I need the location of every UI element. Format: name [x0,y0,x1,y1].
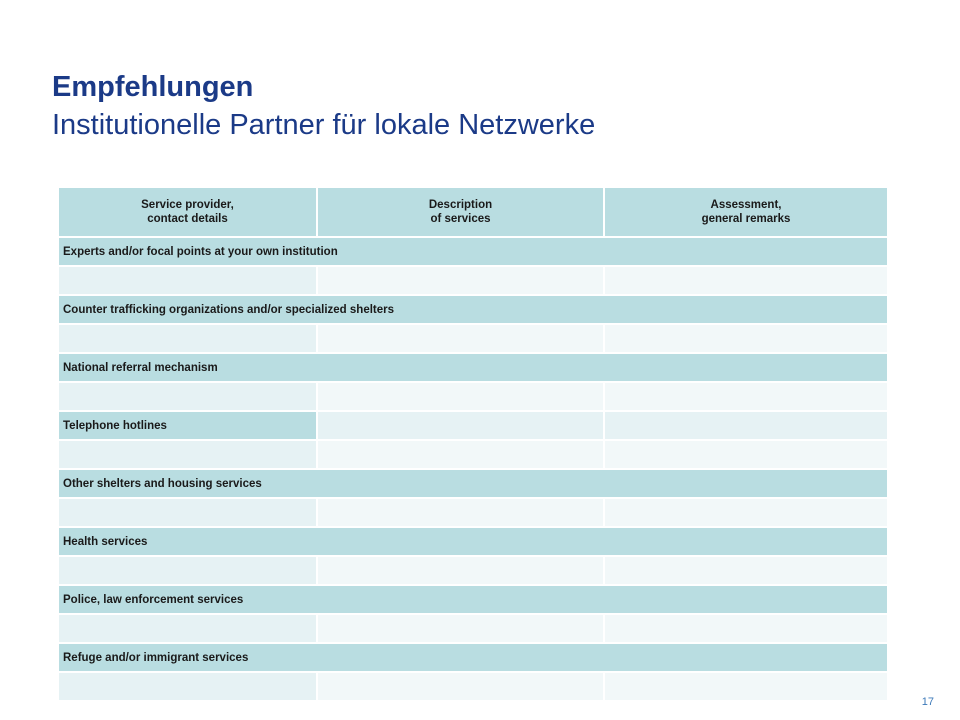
cell-service-provider[interactable] [58,556,317,585]
section-label: Other shelters and housing services [58,469,888,498]
cell-description[interactable] [317,324,604,353]
cell-service-provider[interactable] [58,440,317,469]
cell-assessment[interactable] [604,411,888,440]
cell-assessment[interactable] [604,556,888,585]
slide-title: Empfehlungen [52,71,254,103]
entry-row [58,382,888,411]
entry-row [58,266,888,295]
cell-service-provider[interactable] [58,614,317,643]
section-row [58,295,888,324]
table-header-row [58,187,888,237]
section-row [58,469,888,498]
section-row [58,353,888,382]
entry-row [58,556,888,585]
cell-service-provider[interactable] [58,498,317,527]
entry-row [58,440,888,469]
section-row [58,237,888,266]
cell-assessment[interactable] [604,614,888,643]
section-row [58,643,888,672]
partner-table [57,186,889,702]
cell-assessment[interactable] [604,498,888,527]
cell-description[interactable] [317,411,604,440]
cell-description[interactable] [317,440,604,469]
section-row [58,585,888,614]
section-label: Refuge and/or immigrant services [58,643,888,672]
header-description-line1: Description [428,199,493,211]
header-assessment [604,187,888,237]
section-label: Counter trafficking organizations and/or specialized shelters [58,295,888,324]
section-row [58,411,888,440]
cell-assessment[interactable] [604,382,888,411]
cell-service-provider[interactable] [58,382,317,411]
entry-row [58,672,888,701]
header-service-provider-line2: contact details [147,213,228,225]
cell-assessment[interactable] [604,440,888,469]
entry-row [58,498,888,527]
slide-subtitle: Institutionelle Partner für lokale Netzwerke [52,109,596,141]
section-label: Telephone hotlines [58,411,317,440]
entry-row [58,614,888,643]
cell-description[interactable] [317,266,604,295]
cell-service-provider[interactable] [58,266,317,295]
section-label: Experts and/or focal points at your own institution [58,237,888,266]
cell-assessment[interactable] [604,266,888,295]
header-assessment-line1: Assessment, [710,199,782,211]
header-description-line2: of services [430,213,491,225]
section-label: National referral mechanism [58,353,888,382]
entry-row [58,324,888,353]
cell-description[interactable] [317,382,604,411]
section-label: Police, law enforcement services [58,585,888,614]
cell-service-provider[interactable] [58,672,317,701]
section-row [58,527,888,556]
title-block [52,68,595,144]
cell-description[interactable] [317,498,604,527]
cell-description[interactable] [317,614,604,643]
header-description [317,187,604,237]
header-assessment-line2: general remarks [701,213,791,225]
header-service-provider-line1: Service provider, [141,199,234,211]
cell-description[interactable] [317,672,604,701]
cell-service-provider[interactable] [58,324,317,353]
cell-description[interactable] [317,556,604,585]
header-service-provider [58,187,317,237]
cell-assessment[interactable] [604,324,888,353]
cell-assessment[interactable] [604,672,888,701]
section-label: Health services [58,527,888,556]
page-number: 17 [921,696,934,708]
